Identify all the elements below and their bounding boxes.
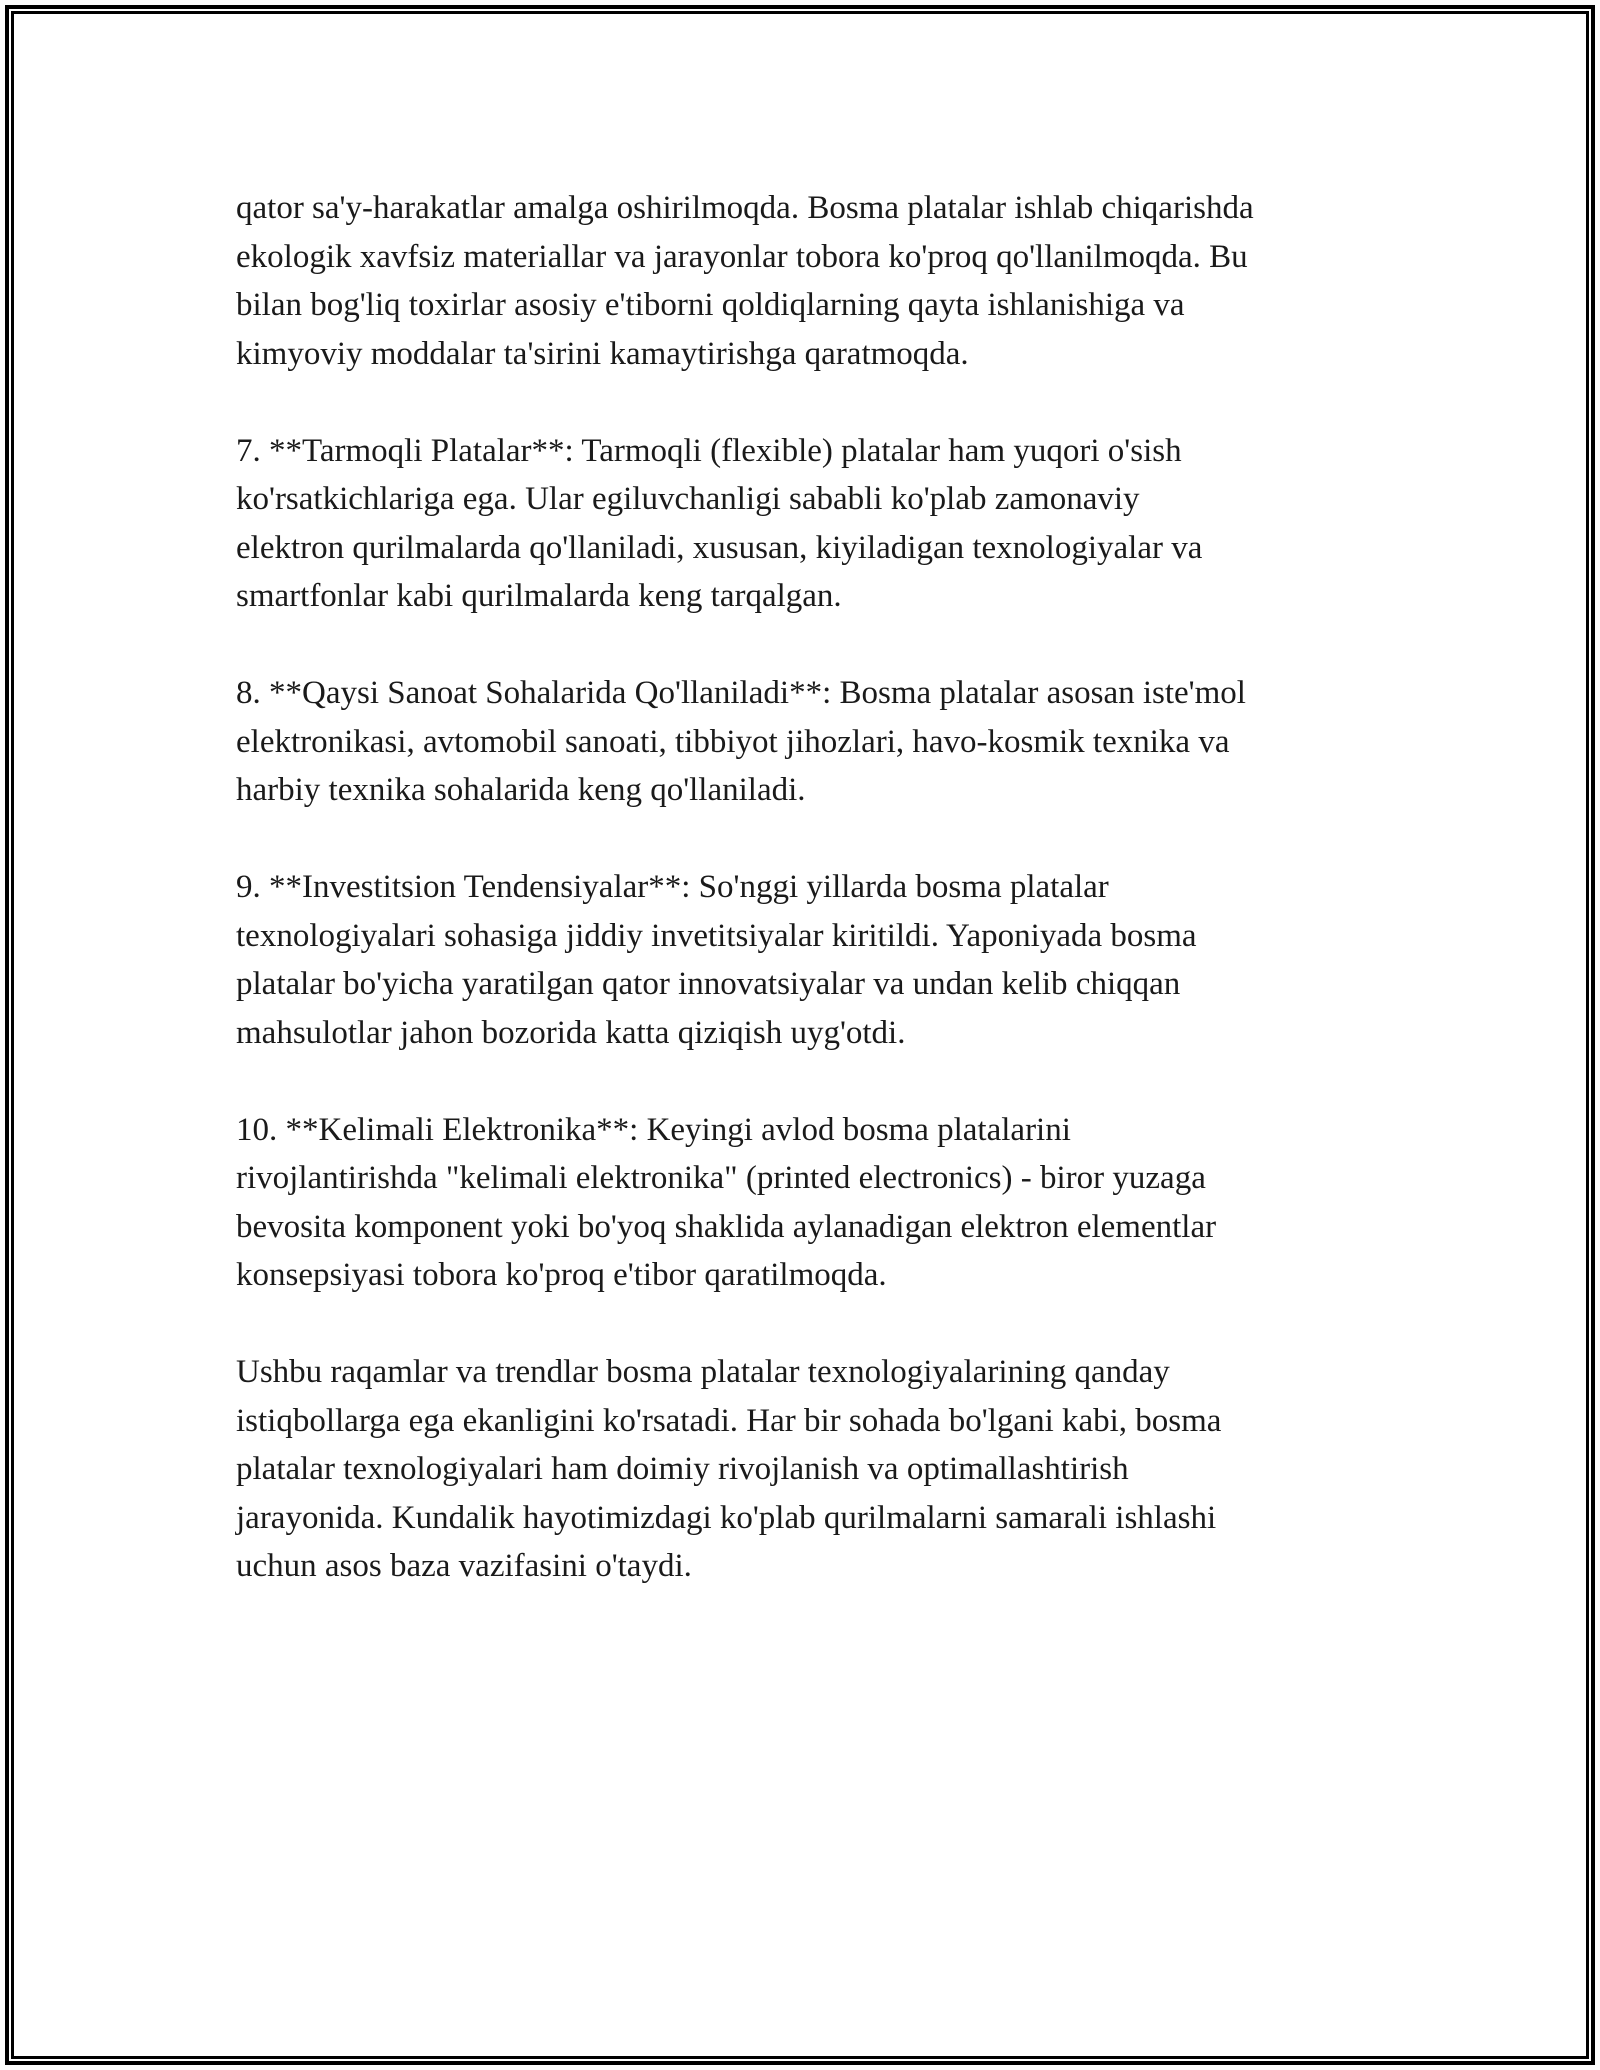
text-line: bevosita komponent yoki bo'yoq shaklida aylanadigan elektron elementlar (236, 1208, 1217, 1245)
text-line: smartfonlar kabi qurilmalarda keng tarqalgan. (236, 578, 842, 614)
text-line: konsepsiyasi tobora ko'proq e'tibor qaratilmoqda. (236, 1257, 887, 1293)
text-line: ko'rsatkichlariga ega. Ular egiluvchanligi sababli ko'plab zamonaviy (236, 481, 1140, 517)
text-line: 8. **Qaysi Sanoat Sohalarida Qo'llaniladi**: Bosma platalar asosan iste'mol (236, 675, 1246, 711)
text-line: qator sa'y-harakatlar amalga oshirilmoqda. Bosma platalar ishlab chiqarishda (236, 190, 1254, 226)
text-line: 7. **Tarmoqli Platalar**: Tarmoqli (flexible) platalar ham yuqori o'sish (236, 432, 1182, 469)
paragraph-conclusion (236, 1348, 1396, 1591)
text-line: kimyoviy moddalar ta'sirini kamaytirishga qaratmoqda. (236, 335, 969, 372)
text-line: istiqbollarga ega ekanligini ko'rsatadi. Har bir sohada bo'lgani kabi, bosma (236, 1402, 1222, 1439)
paragraph-item-9 (236, 863, 1396, 1057)
paragraph-intro (236, 184, 1396, 378)
text-line: bilan bog'liq toxirlar asosiy e'tiborni qoldiqlarning qayta ishlanishiga va (236, 287, 1185, 323)
text-line: ekologik xavfsiz materiallar va jarayonlar tobora ko'proq qo'llanilmoqda. Bu (236, 238, 1248, 275)
text-line: texnologiyalari sohasiga jiddiy invetitsiyalar kiritildi. Yaponiyada bosma (236, 917, 1197, 954)
text-line: mahsulotlar jahon bozorida katta qiziqish uyg'otdi. (236, 1014, 906, 1051)
paragraph-item-7 (236, 427, 1396, 621)
paragraph-item-10 (236, 1106, 1396, 1300)
text-line: rivojlantirishda "kelimali elektronika" (printed electronics) - biror yuzaga (236, 1160, 1206, 1196)
text-line: jarayonida. Kundalik hayotimizdagi ko'plab qurilmalarni samarali ishlashi (236, 1499, 1217, 1536)
text-line: uchun asos baza vazifasini o'taydi. (236, 1548, 692, 1584)
text-line: 9. **Investitsion Tendensiyalar**: So'nggi yillarda bosma platalar (236, 869, 1109, 905)
text-line: platalar texnologiyalari ham doimiy rivojlanish va optimallashtirish (236, 1451, 1129, 1487)
paragraph-item-8 (236, 669, 1396, 815)
text-line: elektronikasi, avtomobil sanoati, tibbiyot jihozlari, havo-kosmik texnika va (236, 723, 1230, 760)
text-line: 10. **Kelimali Elektronika**: Keyingi avlod bosma platalarini (236, 1111, 1071, 1148)
text-line: elektron qurilmalarda qo'llaniladi, xususan, kiyiladigan texnologiyalar va (236, 529, 1203, 566)
text-line: platalar bo'yicha yaratilgan qator innovatsiyalar va undan kelib chiqqan (236, 966, 1181, 1002)
text-line: harbiy texnika sohalarida keng qo'llaniladi. (236, 772, 806, 808)
document-body (236, 184, 1396, 1639)
text-line: Ushbu raqamlar va trendlar bosma platalar texnologiyalarining qanday (236, 1354, 1170, 1390)
